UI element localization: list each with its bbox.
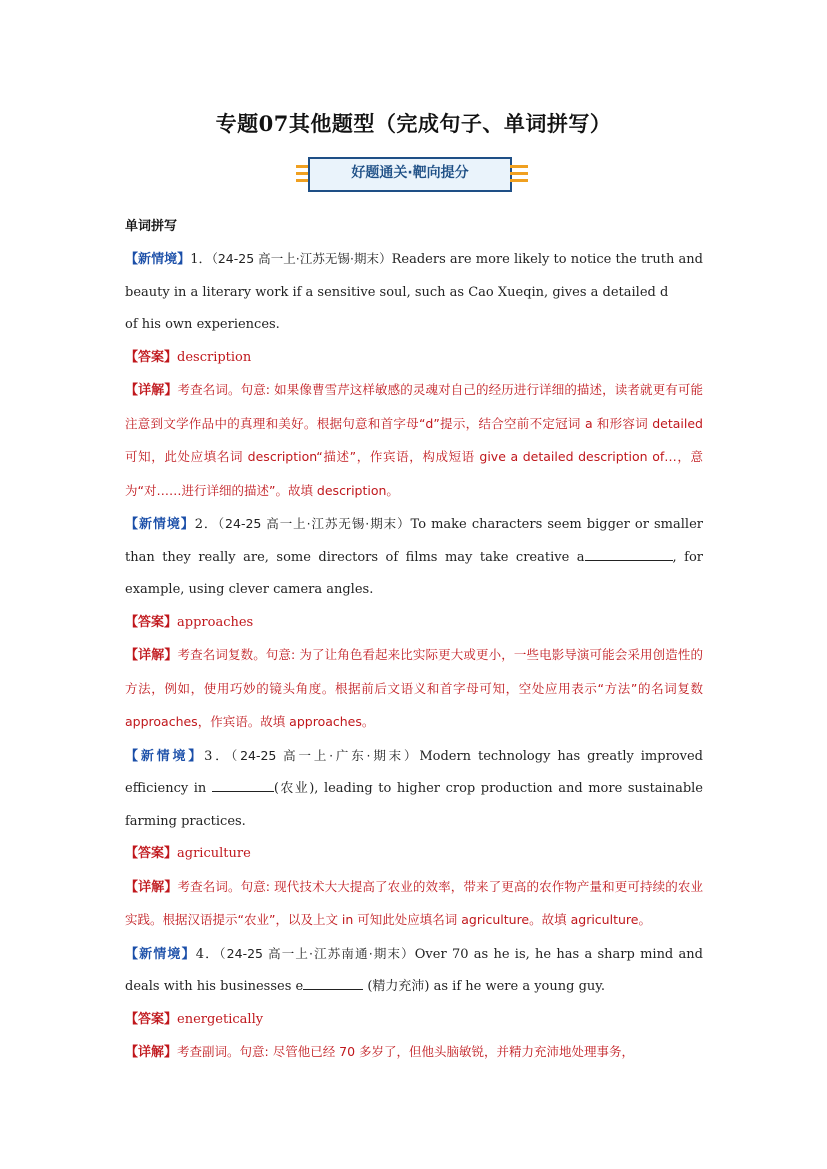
- answer-tag: 【答案】: [125, 846, 178, 861]
- question-text: To make characters seem bigger or smaller than they really are, some directors of films may take creative a: [125, 517, 703, 565]
- answer-1: [125, 342, 703, 375]
- answer-blank[interactable]: [585, 546, 673, 561]
- question-source: （24-25 高一上·江苏南通·期末）: [219, 945, 415, 961]
- explanation-2: [125, 639, 703, 740]
- answer-text: energetically: [177, 1011, 264, 1027]
- question-4: [125, 938, 703, 1004]
- answer-tag: 【答案】: [125, 614, 178, 630]
- title-banner: [296, 156, 528, 196]
- question-3: [125, 740, 703, 839]
- question-text: Readers are more likely to notice the truth and beauty in a literary work if a sensitive soul, such as Cao Xueqin, gives a detailed d: [125, 252, 703, 300]
- detail-tag: 【详解】: [125, 648, 178, 663]
- scenario-tag: 【新情境】: [125, 252, 191, 267]
- scenario-tag: 【新情境】: [125, 946, 196, 962]
- question-text-end: (精力充沛) as if he were a young guy.: [363, 979, 606, 994]
- answer-text: approaches: [177, 614, 254, 630]
- explanation-4: [125, 1036, 703, 1070]
- question-text: Modern technology has greatly improved efficiency in: [125, 748, 703, 796]
- question-list: [125, 243, 703, 1070]
- answer-3: [125, 838, 703, 871]
- explanation-1: [125, 374, 703, 508]
- question-1: [125, 243, 703, 342]
- question-source: （24-25 高一上·广东·期末）: [231, 747, 420, 763]
- answer-tag: 【答案】: [125, 1011, 178, 1027]
- detail-tag: 【详解】: [125, 1045, 178, 1060]
- detail-text: 考查副词。句意: 尽管他已经 70 多岁了，但他头脑敏锐，并精力充沛地处理事务，: [177, 1044, 635, 1059]
- detail-text: 考查名词。句意: 如果像曹雪芹这样敏感的灵魂对自己的经历进行详细的描述，读者就更有可能注意到文学作品中的真理和美好。根据句意和首字母“d”提示，结合空前不定冠词 a 和形容词 detailed 可知，此处应填名词 description“描述”，作宾语，构成短语 give a detailed description of…，意为“对……进行详细的描述”。故填 description。: [125, 382, 703, 498]
- question-text-end: (农业), leading to higher crop production and more sustainable farming practices.: [125, 781, 703, 829]
- question-2: [125, 508, 703, 607]
- question-number: 1．: [190, 252, 212, 267]
- question-text-end: , for example, using clever camera angles.: [125, 549, 703, 597]
- answer-4: [125, 1004, 703, 1037]
- question-number: 2．: [194, 517, 218, 532]
- question-source: （24-25 高一上·江苏无锡·期末）: [211, 251, 392, 266]
- question-text-end: of his own experiences.: [125, 317, 280, 332]
- question-source: （24-25 高一上·江苏无锡·期末）: [217, 516, 411, 531]
- page-title: 专题07其他题型（完成句子、单词拼写）: [215, 111, 612, 136]
- answer-2: [125, 607, 703, 640]
- right-banner-decoration: [510, 165, 528, 186]
- detail-text: 考查名词。句意: 现代技术大大提高了农业的效率，带来了更高的农作物产量和更可持续的农业实践。根据汉语提示“农业”，以及上文 in 可知此处应填名词 agriculture。故填 agriculture。: [125, 878, 703, 927]
- answer-text: agriculture: [177, 846, 251, 861]
- answer-tag: 【答案】: [125, 349, 178, 365]
- answer-blank[interactable]: [303, 975, 363, 990]
- question-text: Over 70 as he is, he has a sharp mind and deals with his businesses e: [125, 946, 703, 994]
- scenario-tag: 【新情境】: [125, 748, 205, 764]
- question-number: 4．: [195, 946, 220, 962]
- scenario-tag: 【新情境】: [125, 517, 195, 532]
- detail-tag: 【详解】: [125, 879, 178, 895]
- detail-tag: 【详解】: [125, 383, 178, 398]
- answer-text: description: [177, 349, 252, 365]
- section-heading: 单词拼写: [125, 219, 178, 234]
- question-number: 3．: [204, 748, 231, 764]
- answer-blank[interactable]: [212, 777, 274, 792]
- detail-text: 考查名词复数。句意: 为了让角色看起来比实际更大或更小，一些电影导演可能会采用创造性的方法，例如，使用巧妙的镜头角度。根据前后文语义和首字母可知，空处应用表示“方法”的名词复数 approaches，作宾语。故填 approaches。: [125, 647, 703, 729]
- explanation-3: [125, 871, 703, 938]
- banner-text: 好题通关·靶向提分: [351, 165, 469, 181]
